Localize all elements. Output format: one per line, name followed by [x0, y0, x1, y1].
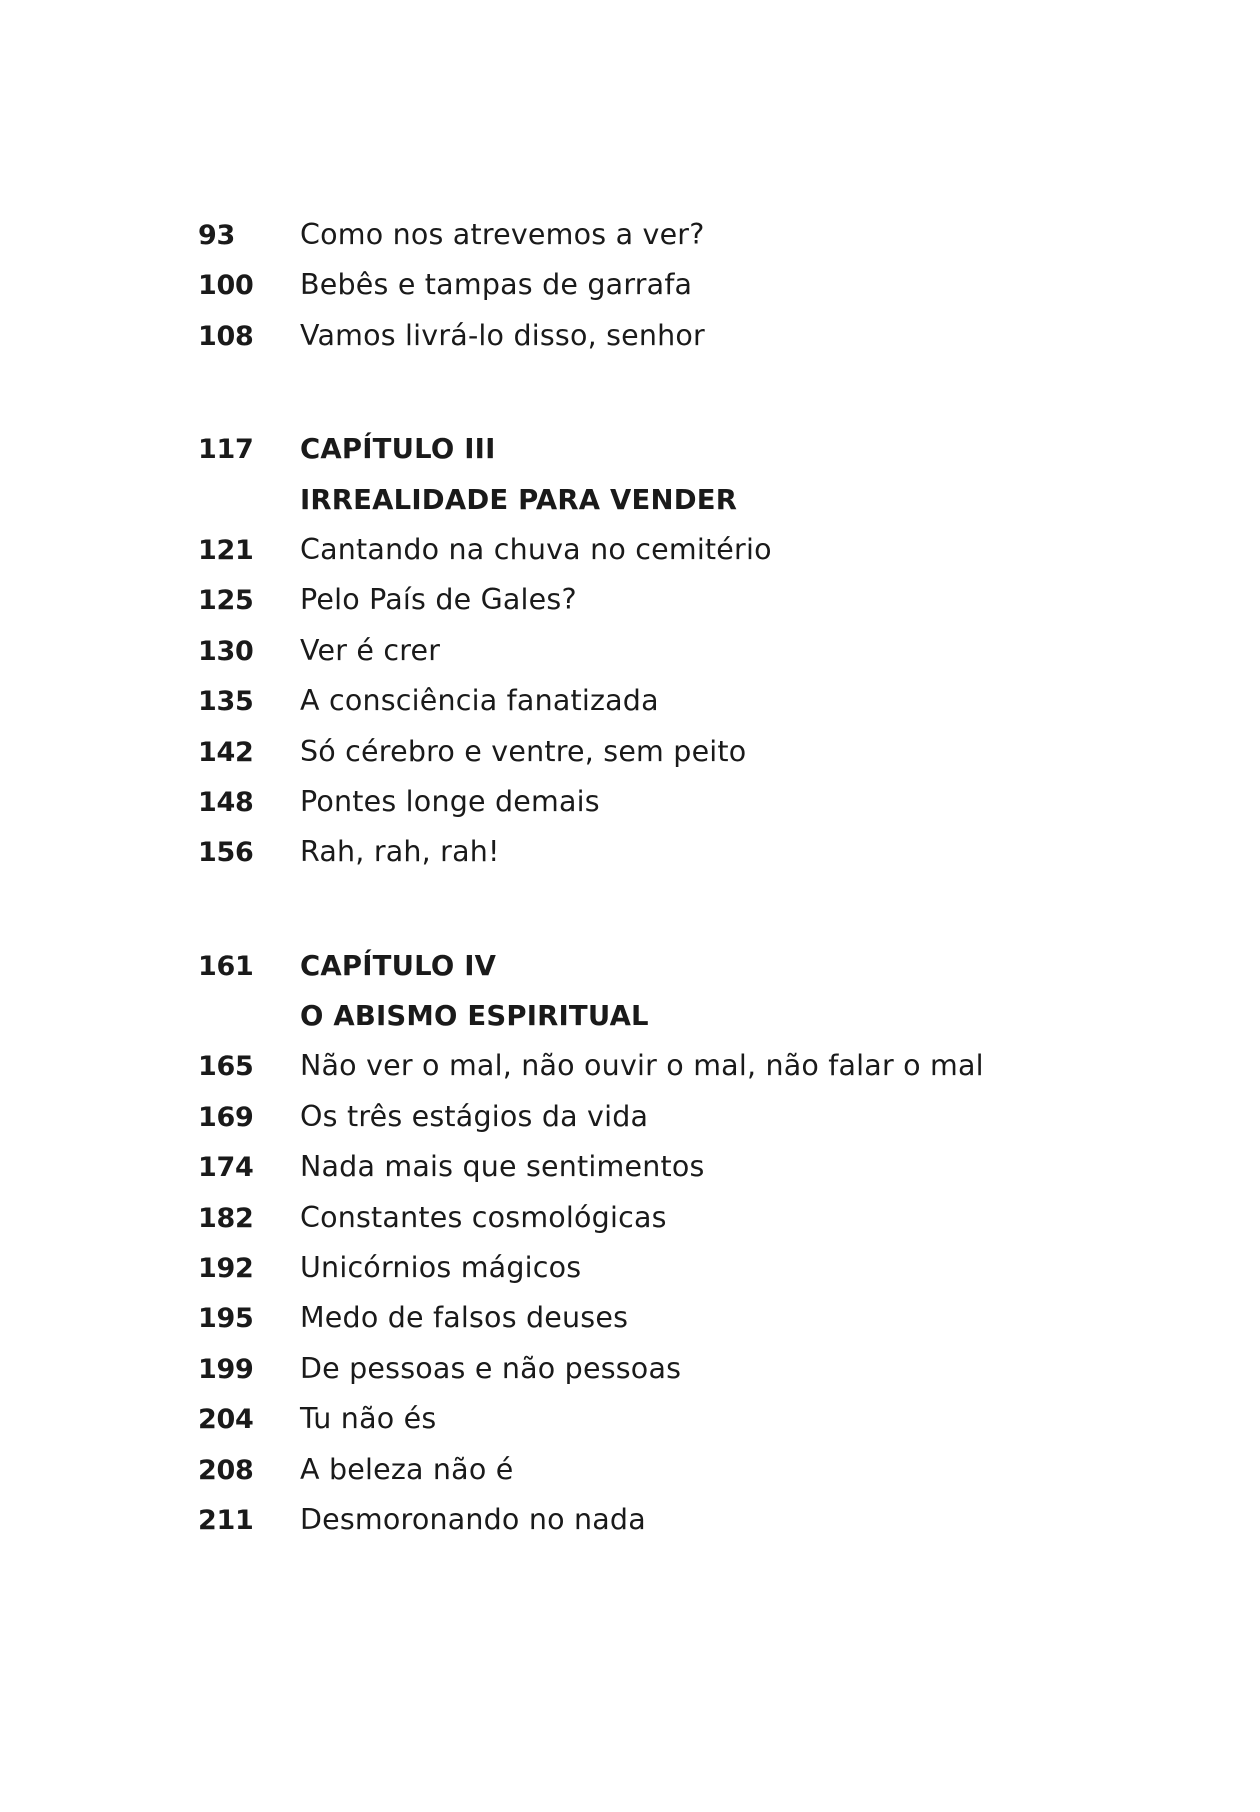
page-number: 165	[198, 1051, 254, 1083]
entry-title: Tu não és	[300, 1402, 437, 1436]
toc-entry	[198, 676, 1098, 726]
toc-entry	[198, 1445, 1098, 1495]
entry-title: Não ver o mal, não ouvir o mal, não falar o mal	[300, 1049, 984, 1083]
chapter-title: IRREALIDADE PARA VENDER	[300, 483, 738, 516]
chapter-heading	[198, 941, 1098, 991]
page-number: 208	[198, 1454, 254, 1486]
page-number: 125	[198, 585, 254, 617]
page-number: 135	[198, 686, 254, 718]
toc-entry	[198, 575, 1098, 625]
page-number: 211	[198, 1504, 254, 1536]
entry-title: A beleza não é	[300, 1452, 514, 1486]
entry-title: Desmoronando no nada	[300, 1502, 646, 1536]
toc-entry	[198, 727, 1098, 777]
entry-title: Medo de falsos deuses	[300, 1301, 629, 1335]
chapter-title-row	[198, 475, 1098, 525]
page-number: 108	[198, 320, 254, 352]
page-number: 100	[198, 270, 254, 302]
entry-title: Pelo País de Gales?	[300, 583, 577, 617]
entry-title: Pontes longe demais	[300, 784, 600, 818]
page-number: 117	[198, 434, 254, 466]
entry-title: Vamos livrá-lo disso, senhor	[300, 318, 705, 352]
page-number: 204	[198, 1404, 254, 1436]
chapter-title-row	[198, 991, 1098, 1041]
toc-entry	[198, 210, 1098, 260]
toc-entry	[198, 1041, 1098, 1091]
toc-entry	[198, 1344, 1098, 1394]
toc-entry	[198, 1293, 1098, 1343]
chapter-heading	[198, 424, 1098, 474]
toc-section	[198, 210, 1098, 361]
entry-title: Ver é crer	[300, 633, 441, 667]
chapter-label: CAPÍTULO IV	[300, 949, 497, 982]
page-number: 161	[198, 950, 254, 982]
page-number: 93	[198, 220, 235, 251]
chapter-label: CAPÍTULO III	[300, 433, 496, 466]
entry-title: Bebês e tampas de garrafa	[300, 268, 693, 302]
entry-title: Constantes cosmológicas	[300, 1200, 667, 1234]
entry-title: Os três estágios da vida	[300, 1099, 649, 1133]
entry-title: Só cérebro e ventre, sem peito	[300, 734, 747, 768]
page-number: 199	[198, 1353, 254, 1385]
toc-entry	[198, 525, 1098, 575]
page-number: 182	[198, 1202, 254, 1234]
toc-entry	[198, 1243, 1098, 1293]
entry-title: Como nos atrevemos a ver?	[300, 218, 705, 251]
toc-entry	[198, 1394, 1098, 1444]
toc-entry	[198, 260, 1098, 310]
toc-section	[198, 424, 1098, 878]
entry-title: A consciência fanatizada	[300, 684, 659, 718]
toc-section	[198, 941, 1098, 1546]
toc-entry	[198, 827, 1098, 877]
page-number: 142	[198, 736, 254, 768]
page-number: 195	[198, 1303, 254, 1335]
entry-title: Unicórnios mágicos	[300, 1251, 582, 1285]
page-number: 156	[198, 837, 254, 869]
entry-title: De pessoas e não pessoas	[300, 1351, 682, 1385]
entry-title: Nada mais que sentimentos	[300, 1150, 705, 1184]
table-of-contents	[198, 210, 1098, 1545]
toc-entry	[198, 777, 1098, 827]
toc-entry	[198, 1092, 1098, 1142]
page-number: 121	[198, 534, 254, 566]
entry-title: Cantando na chuva no cemitério	[300, 532, 772, 566]
page-number: 130	[198, 635, 254, 667]
entry-title: Rah, rah, rah!	[300, 835, 500, 869]
toc-entry	[198, 1495, 1098, 1545]
toc-entry	[198, 1193, 1098, 1243]
page-number: 169	[198, 1101, 254, 1133]
toc-entry	[198, 311, 1098, 361]
toc-entry	[198, 1142, 1098, 1192]
page-number: 174	[198, 1152, 254, 1184]
chapter-title: O ABISMO ESPIRITUAL	[300, 1000, 649, 1033]
page-number: 192	[198, 1253, 254, 1285]
page-number: 148	[198, 786, 254, 818]
toc-entry	[198, 626, 1098, 676]
